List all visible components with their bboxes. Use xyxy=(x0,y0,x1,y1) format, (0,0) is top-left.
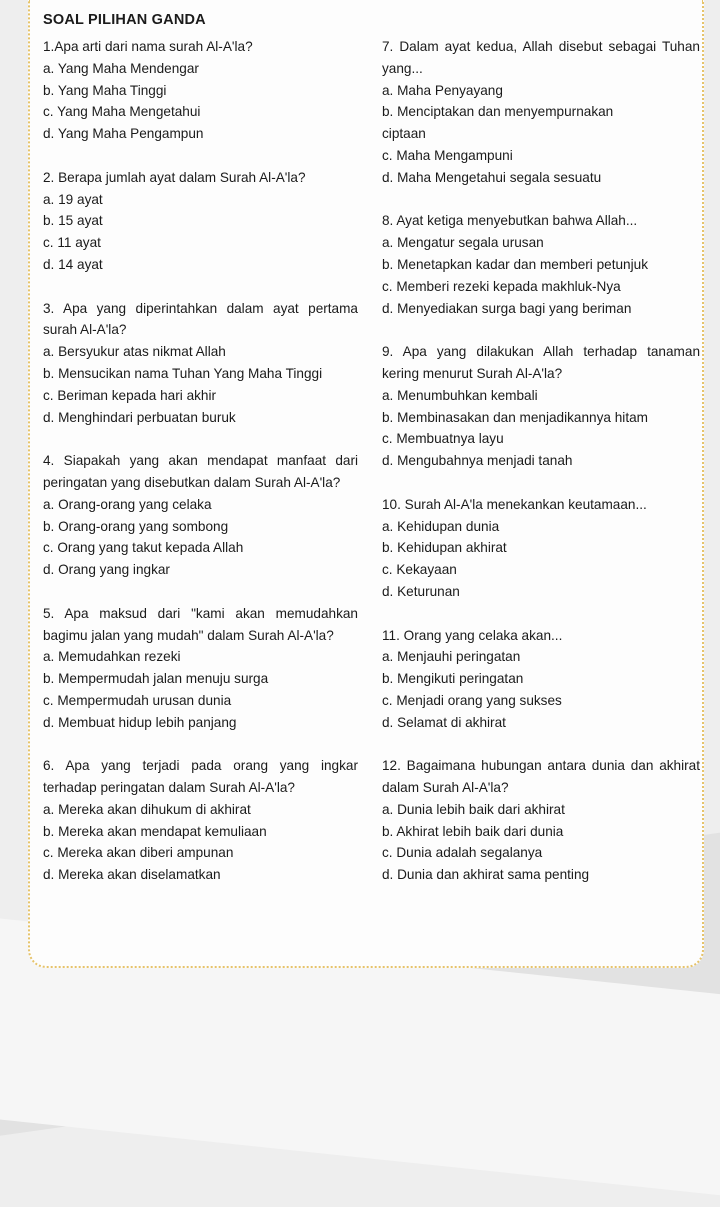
question-text: 3. Apa yang diperintahkan dalam ayat pertama surah Al-A'la? xyxy=(43,300,358,338)
option-b: b. Mensucikan nama Tuhan Yang Maha Tinggi xyxy=(43,365,323,381)
option-a: a. Kehidupan dunia xyxy=(382,518,500,534)
right-column xyxy=(382,36,700,886)
question-3 xyxy=(43,298,358,429)
option-d: d. Menghindari perbuatan buruk xyxy=(43,409,236,425)
option-c: c. Orang yang takut kepada Allah xyxy=(43,540,244,556)
option-d: d. Mengubahnya menjadi tanah xyxy=(382,453,573,469)
option-c: c. Yang Maha Mengetahui xyxy=(43,104,201,120)
option-d: d. Menyediakan surga bagi yang beriman xyxy=(382,300,632,316)
option-c: c. Kekayaan xyxy=(382,562,457,578)
question-10 xyxy=(382,494,700,603)
option-a: a. Yang Maha Mendengar xyxy=(43,60,199,76)
question-text: 11. Orang yang celaka akan... xyxy=(382,627,563,643)
option-d: d. Dunia dan akhirat sama penting xyxy=(382,867,590,883)
question-1 xyxy=(43,36,358,145)
question-2 xyxy=(43,167,358,276)
question-text: 1.Apa arti dari nama surah Al-A'la? xyxy=(43,39,253,54)
option-a: a. Maha Penyayang xyxy=(382,82,503,98)
option-b: b. Menetapkan kadar dan memberi petunjuk xyxy=(382,256,648,272)
option-d: d. Selamat di akhirat xyxy=(382,714,506,730)
left-column xyxy=(43,36,358,886)
option-b: b. Membinasakan dan menjadikannya hitam xyxy=(382,409,648,425)
option-a: a. Dunia lebih baik dari akhirat xyxy=(382,801,565,817)
option-d: d. Yang Maha Pengampun xyxy=(43,126,204,142)
option-c: c. Mereka akan diberi ampunan xyxy=(43,845,234,861)
question-text: 6. Apa yang terjadi pada orang yang ingkar terhadap peringatan dalam Surah Al-A'la? xyxy=(43,758,358,796)
question-5 xyxy=(43,603,358,734)
option-b: b. Orang-orang yang sombong xyxy=(43,518,229,534)
question-text: 10. Surah Al-A'la menekankan keutamaan... xyxy=(382,496,647,512)
question-text: 5. Apa maksud dari "kami akan memudahkan bagimu jalan yang mudah" dalam Surah Al-A'la? xyxy=(43,605,358,643)
option-b: b. Mempermudah jalan menuju surga xyxy=(43,671,269,687)
option-c: c. Menjadi orang yang sukses xyxy=(382,692,562,708)
option-d: d. Keturunan xyxy=(382,583,460,599)
option-c: c. Beriman kepada hari akhir xyxy=(43,387,217,403)
option-c: c. Dunia adalah segalanya xyxy=(382,845,543,861)
option-a: a. Mengatur segala urusan xyxy=(382,235,544,251)
option-c: c. Maha Mengampuni xyxy=(382,147,513,163)
option-a: a. Orang-orang yang celaka xyxy=(43,496,212,512)
question-4 xyxy=(43,450,358,581)
question-7 xyxy=(382,36,700,189)
option-a: a. Bersyukur atas nikmat Allah xyxy=(43,344,226,360)
question-text: 4. Siapakah yang akan mendapat manfaat dari peringatan yang disebutkan dalam Surah Al-A'la? xyxy=(43,453,358,490)
option-d: d. Maha Mengetahui segala sesuatu xyxy=(382,169,602,185)
question-text: 7. Dalam ayat kedua, Allah disebut sebagai Tuhan yang... xyxy=(382,39,700,76)
option-d: d. 14 ayat xyxy=(43,256,103,272)
option-b: b. Mengikuti peringatan xyxy=(382,671,524,687)
question-11 xyxy=(382,625,700,734)
question-text: 12. Bagaimana hubungan antara dunia dan akhirat dalam Surah Al-A'la? xyxy=(382,758,700,796)
question-text: 8. Ayat ketiga menyebutkan bahwa Allah... xyxy=(382,213,638,229)
option-a: a. 19 ayat xyxy=(43,191,103,207)
question-9 xyxy=(382,341,700,472)
question-8 xyxy=(382,210,700,319)
option-b: b. Mereka akan mendapat kemuliaan xyxy=(43,823,267,839)
option-b: b. 15 ayat xyxy=(43,213,103,229)
option-c: c. Memberi rezeki kepada makhluk-Nya xyxy=(382,278,621,294)
question-text: 9. Apa yang dilakukan Allah terhadap tanaman kering menurut Surah Al-A'la? xyxy=(382,344,700,381)
question-12 xyxy=(382,755,700,886)
option-a: a. Menjauhi peringatan xyxy=(382,649,521,665)
option-a: a. Menumbuhkan kembali xyxy=(382,387,538,403)
page-title: SOAL PILIHAN GANDA xyxy=(43,12,206,28)
option-c: c. Membuatnya layu xyxy=(382,431,504,447)
option-c: c. Mempermudah urusan dunia xyxy=(43,692,232,708)
option-a: a. Mereka akan dihukum di akhirat xyxy=(43,801,251,817)
option-d: d. Orang yang ingkar xyxy=(43,562,170,578)
option-d: d. Mereka akan diselamatkan xyxy=(43,867,221,883)
option-d: d. Membuat hidup lebih panjang xyxy=(43,714,237,730)
option-b: b. Akhirat lebih baik dari dunia xyxy=(382,823,564,839)
question-6 xyxy=(43,755,358,886)
option-b: b. Kehidupan akhirat xyxy=(382,540,507,556)
option-b: b. Yang Maha Tinggi xyxy=(43,82,167,98)
question-text: 2. Berapa jumlah ayat dalam Surah Al-A'la? xyxy=(43,169,306,185)
option-b: b. Menciptakan dan menyempurnakan ciptaan xyxy=(382,104,614,142)
option-a: a. Memudahkan rezeki xyxy=(43,649,181,665)
option-c: c. 11 ayat xyxy=(43,235,101,251)
